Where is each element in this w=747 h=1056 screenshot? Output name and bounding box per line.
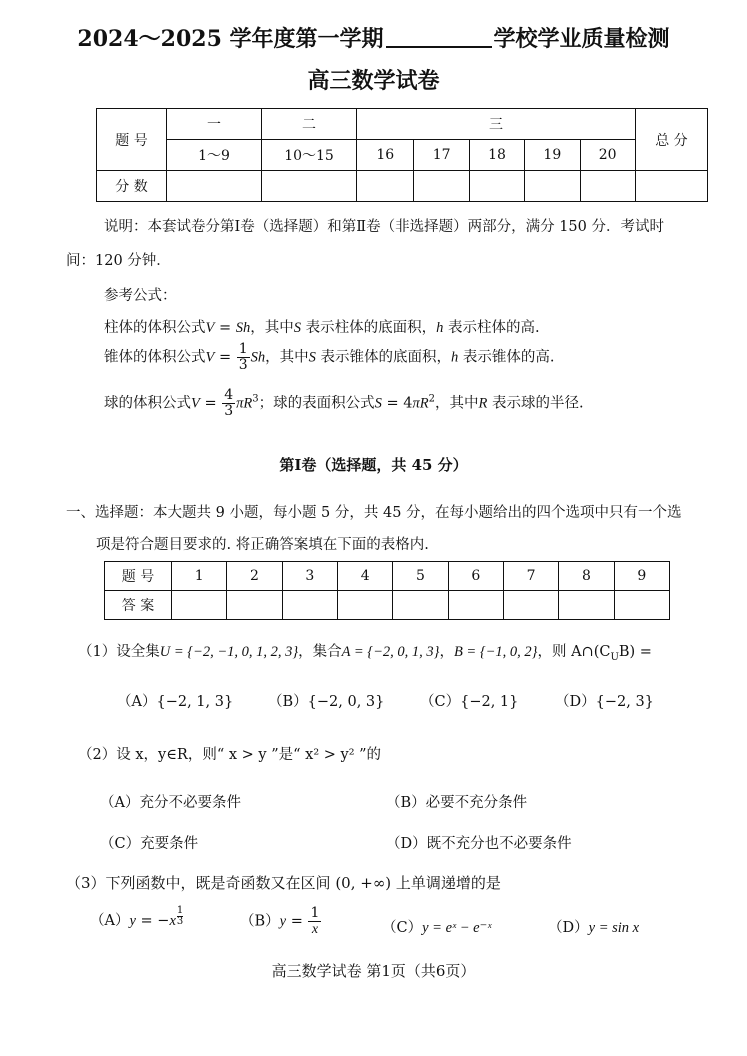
instructions-line-2: 间：120 分钟． <box>66 253 171 269</box>
score-section-1: 一 <box>166 109 261 140</box>
q3-option-d[interactable] <box>548 916 639 937</box>
formula-pyramid-which: ，其中 <box>265 349 309 366</box>
answer-cell[interactable] <box>503 591 558 620</box>
q3-option-c-expr: y = eˣ − e⁻ˣ <box>422 920 492 936</box>
formula-prism-h-desc: 表示柱体的高. <box>447 320 540 336</box>
formula-sphere-surface-label: ；球的表面积公式 <box>258 395 375 412</box>
answer-table <box>104 561 670 620</box>
score-q20: 20 <box>580 140 635 171</box>
q1-end: ，则 A∩(C <box>537 644 611 660</box>
q1-set-a: A = {−2, 0, 1, 3} <box>341 644 440 660</box>
answer-num: 3 <box>282 562 337 591</box>
score-section-3: 三 <box>357 109 636 140</box>
answer-cell[interactable] <box>393 591 448 620</box>
score-section-2: 二 <box>262 109 357 140</box>
answer-num: 2 <box>227 562 282 591</box>
formula-sphere-which: ，其中 <box>435 395 479 412</box>
exam-title-left: 2024～2025 学年度第一学期 <box>77 26 384 52</box>
formula-sphere-label: 球的体积公式 <box>104 395 191 412</box>
reference-title: 参考公式： <box>104 288 177 304</box>
page-footer: 高三数学试卷 第1页（共6页） <box>271 962 476 980</box>
part1-title: 第Ⅰ卷（选择题，共 45 分） <box>279 456 468 474</box>
formula-prism-s-desc: 表示柱体的底面积， <box>305 320 437 336</box>
answer-cell[interactable] <box>227 591 282 620</box>
q1-option-d[interactable]: （D）{−2, 3} <box>555 694 654 710</box>
score-cell[interactable] <box>357 171 414 202</box>
q1-set-b: B = {−1, 0, 2} <box>453 644 538 660</box>
q1-end2: B) = <box>618 644 652 660</box>
formula-prism-which: ，其中 <box>250 320 294 336</box>
score-cell[interactable] <box>166 171 261 202</box>
exam-title <box>0 22 747 53</box>
q3-option-b[interactable]: （B）y = $\frac{1}{x}$ <box>240 905 320 937</box>
score-q16: 16 <box>357 140 414 171</box>
score-range-1: 1～9 <box>166 140 261 171</box>
answer-num: 6 <box>448 562 503 591</box>
score-cell[interactable] <box>525 171 580 202</box>
q1-option-c[interactable]: （C）{−2, 1} <box>420 694 519 710</box>
exam-subtitle: 高三数学试卷 <box>307 68 440 94</box>
answer-num: 8 <box>559 562 614 591</box>
question-3-stem: （3）下列函数中，既是奇函数又在区间 (0, +∞) 上单调递增的是 <box>66 874 501 892</box>
answer-num: 7 <box>503 562 558 591</box>
answer-table-label-top: 题 号 <box>105 562 172 591</box>
q3-option-c[interactable] <box>382 916 491 937</box>
score-q18: 18 <box>469 140 524 171</box>
school-name-blank[interactable] <box>386 26 492 48</box>
section1-line-1: 一、选择题：本大题共 9 小题，每小题 5 分，共 45 分，在每小题给出的四个选项中只有一个选 <box>66 505 682 521</box>
formula-sphere-r-desc: 表示球的半径. <box>491 395 584 412</box>
formula-sphere: 球的体积公式V = $\frac{4}{3}$ $\pi R^3$；球的表面积公式$S = 4\pi R^2$，其中R 表示球的半径. <box>104 387 584 419</box>
score-cell[interactable] <box>414 171 469 202</box>
score-range-2: 10～15 <box>262 140 357 171</box>
question-1-stem: （1）设全集U = {−2, −1, 0, 1, 2, 3}，集合A = {−2, 0, 1, 3}，B = {−1, 0, 2}，则 $A\cap(C_UB)$ = <box>78 644 652 663</box>
q3-option-d-label: （D） <box>548 920 589 936</box>
q2-option-a[interactable]: （A）充分不必要条件 <box>100 795 241 811</box>
answer-cell[interactable] <box>337 591 392 620</box>
q2-option-c[interactable]: （C）充要条件 <box>100 836 199 852</box>
q3-option-a-label: （A） <box>90 913 130 929</box>
score-cell[interactable] <box>262 171 357 202</box>
q1-option-b[interactable]: （B）{−2, 0, 3} <box>268 694 385 710</box>
answer-cell[interactable] <box>172 591 227 620</box>
q3-option-c-label: （C） <box>382 920 423 936</box>
score-table <box>96 108 708 202</box>
q1-prefix: （1）设全集 <box>78 644 160 660</box>
answer-num: 4 <box>337 562 392 591</box>
q3-option-d-expr: y = sin x <box>588 920 640 936</box>
answer-cell[interactable] <box>282 591 337 620</box>
score-table-label-bottom: 分 数 <box>97 171 167 202</box>
q1-set-u: U = {−2, −1, 0, 1, 2, 3} <box>159 644 299 660</box>
answer-num: 1 <box>172 562 227 591</box>
answer-num: 9 <box>614 562 669 591</box>
q1-end-sub: U <box>610 651 619 663</box>
formula-pyramid: 锥体的体积公式V = $\frac{1}{3}$ Sh，其中S 表示锥体的底面积，h 表示锥体的高. <box>104 341 555 373</box>
answer-cell[interactable] <box>614 591 669 620</box>
formula-prism-label: 柱体的体积公式 <box>104 320 206 336</box>
formula-pyramid-label: 锥体的体积公式 <box>104 349 206 366</box>
score-total-header: 总 分 <box>635 109 707 171</box>
question-2-stem: （2）设 x，y∈R，则“ x > y ”是“ x² > y² ”的 <box>78 747 382 763</box>
answer-cell[interactable] <box>559 591 614 620</box>
q3-option-b-label: （B） <box>240 913 280 930</box>
section1-line-2: 项是符合题目要求的. 将正确答案填在下面的表格内. <box>96 537 429 553</box>
formula-pyramid-h-desc: 表示锥体的高. <box>462 349 555 366</box>
q2-option-b[interactable]: （B）必要不充分条件 <box>386 795 528 811</box>
answer-table-label-bottom: 答 案 <box>105 591 172 620</box>
q2-option-d[interactable]: （D）既不充分也不必要条件 <box>386 836 572 852</box>
score-cell[interactable] <box>580 171 635 202</box>
score-cell[interactable] <box>469 171 524 202</box>
formula-pyramid-s-desc: 表示锥体的底面积， <box>320 349 452 366</box>
score-q17: 17 <box>414 140 469 171</box>
instructions-line-1: 说明：本套试卷分第Ⅰ卷（选择题）和第Ⅱ卷（非选择题）两部分，满分 150 分．考试时 <box>104 219 664 235</box>
formula-prism: 柱体的体积公式V = Sh，其中S 表示柱体的底面积，h 表示柱体的高. <box>104 320 540 336</box>
q1-mid: ，集合 <box>298 644 342 660</box>
exam-title-right: 学校学业质量检测 <box>493 26 670 52</box>
q3-option-a[interactable]: （A）y = −x $\frac{1}{3}$ <box>90 905 184 929</box>
score-cell[interactable] <box>635 171 707 202</box>
q1-option-a[interactable]: （A）{−2, 1, 3} <box>117 694 234 710</box>
score-table-label-top: 题 号 <box>97 109 167 171</box>
answer-cell[interactable] <box>448 591 503 620</box>
answer-num: 5 <box>393 562 448 591</box>
score-q19: 19 <box>525 140 580 171</box>
